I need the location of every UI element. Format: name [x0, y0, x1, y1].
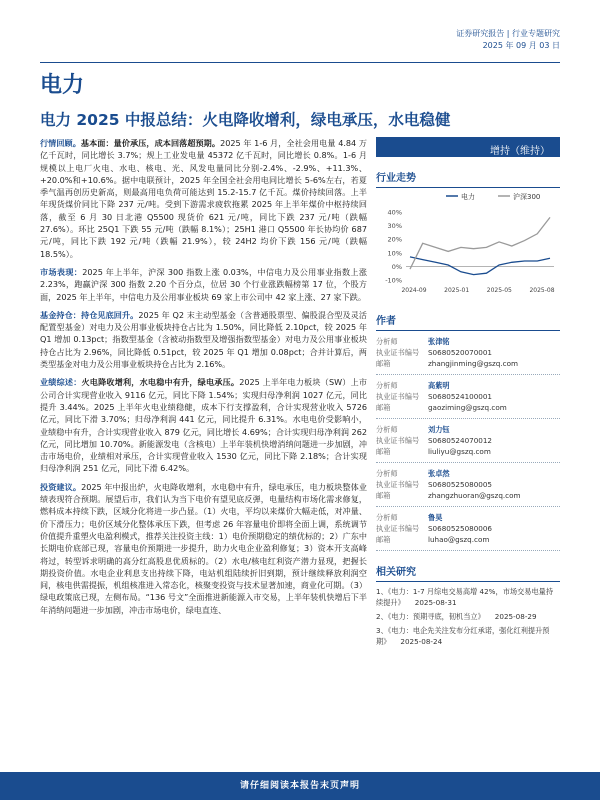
cert-number: S0680524070012 [428, 436, 493, 445]
related-title[interactable]: 2、《电力：预期寻底，韧机当立》 [376, 612, 485, 621]
report-type: 证券研究报告 | 行业专题研究 [456, 29, 560, 38]
authors-section-title: 作者 [376, 312, 560, 331]
para-lead: 业绩综述： [40, 377, 82, 388]
paragraph-market-performance [40, 266, 367, 303]
analyst-name: 张卓然 [428, 469, 450, 478]
cert-number: S0680525080005 [428, 480, 493, 489]
related-date: 2025-08-31 [414, 598, 457, 607]
x-tick-label: 2024-09 [401, 287, 427, 294]
analyst-card [376, 375, 560, 419]
related-item[interactable] [376, 611, 560, 622]
related-title[interactable]: 3、《电力：电企先关注发布分红承诺，强化红利提升预期》 [376, 626, 550, 646]
cert-label: 执业证书编号 [376, 480, 420, 489]
analyst-card [376, 419, 560, 463]
para-lead: 投资建议。 [40, 481, 82, 492]
y-tick-label: -10% [385, 276, 402, 285]
email-label: 邮箱 [376, 491, 391, 500]
para-emphasis: 基本面：量价承压，成本回落超预期。 [80, 138, 221, 148]
cert-label: 执业证书编号 [376, 524, 420, 533]
para-lead: 基金持仓：持仓见底回升。 [40, 309, 139, 320]
trend-chart [376, 188, 560, 296]
y-tick-label: 40% [387, 208, 402, 217]
y-tick-label: 30% [387, 222, 402, 231]
para-body: 2025 年 1-6 月，全社会用电量 4.84 万亿千瓦时，同比增长 3.7%；规上工业发电量 45372 亿千瓦时，同比增长 0.8%。1-6 月规模以上电厂火电、水电、核电、光、风发电量同比分别-2.4%、-2.9%、+11.3%、+20.0%和+10.6%。据中电联预计，2025 年全国全社会用电同比增长 5-6%左右，若夏季气温再创历史新高，则最高用电负荷可能达到 15.2-15.7 亿千瓦。煤价持续回落。上半年现货煤价同比下降 237 元/吨。受到下游需求疲软拖累 2025 年上半年煤价中枢持续回落，截至 6 月 30 日北港 Q5500 现货价 621 元/吨，同比下跌 237 元/吨（跌幅 27.6%）。环比 25Q1 下跌 55 元/吨（跌幅 8.1%）；25H1 港口 Q5500 年长协均价 687 元/吨，同比下跌 192 元/吨（跌幅 21.9%），较 24H2 均价下跌 156 元/吨（跌幅 18.5%）。 [40, 138, 367, 259]
related-date: 2025-08-29 [494, 612, 537, 621]
analyst-email[interactable]: liuliyu@gszq.com [428, 447, 491, 456]
legend-label: 沪深300 [513, 193, 541, 201]
analyst-name: 刘力钰 [428, 425, 450, 434]
analyst-role: 分析师 [376, 381, 398, 390]
analyst-role: 分析师 [376, 425, 398, 434]
analyst-email[interactable]: gaoziming@gszq.com [428, 403, 507, 412]
report-date: 2025 年 09 月 03 日 [482, 41, 560, 50]
analyst-name: 高紫明 [428, 381, 450, 390]
paragraph-fund-holdings [40, 309, 367, 370]
trend-section-title: 行业走势 [376, 169, 560, 188]
series-line [410, 257, 550, 275]
related-date: 2025-08-24 [400, 637, 443, 646]
report-title: 电力 2025 中报总结：火电降收增利，绿电承压，水电稳健 [40, 111, 451, 129]
cert-number: S0680525080006 [428, 524, 493, 533]
related-list [376, 586, 560, 647]
para-body: 2025 年上半年，沪深 300 指数上涨 0.03%，中信电力及公用事业指数上涨 2.23%，跑赢沪深 300 指数 2.20 个百分点，位居 30 个行业涨跌幅榜第 17 位，个股方面，2025 年上半年，中信电力及公用事业板块 69 家上市公司中 42 家上涨、27 家下跌。 [40, 266, 367, 302]
email-label: 邮箱 [376, 535, 391, 544]
cert-number: S0680520070001 [428, 348, 493, 357]
analyst-card [376, 507, 560, 551]
y-tick-label: 0% [391, 262, 402, 271]
analyst-email[interactable]: luhao@gszq.com [428, 535, 490, 544]
x-tick-label: 2025-08 [529, 287, 555, 294]
para-body: 2025 年 Q2 末主动型基金（含普通股票型、偏股混合型及灵活配置型基金）对电力及公用事业板块持仓占比为 1.50%，同比降低 2.10pct，较 2025 年 Q1 增加 0.13pct；指数型基金（含被动指数型及增强指数型基金）对电力及公用事业板块持仓占比为 2.96%，同比降低 0.51pct，较 2025 年 Q1 增加 0.08pct；合并计算后，两类型基金对电力及公用事业板块持仓占比为 2.16%。 [40, 309, 367, 370]
header-divider [40, 62, 560, 63]
related-section-title: 相关研究 [376, 563, 560, 582]
y-tick-label: 10% [387, 249, 402, 258]
related-item[interactable] [376, 586, 560, 608]
legend-label: 电力 [461, 193, 475, 201]
cert-number: S0680524100001 [428, 392, 493, 401]
analyst-role: 分析师 [376, 469, 398, 478]
analyst-card [376, 331, 560, 375]
para-body: 2025 上半年电力板块（SW）上市公司合计实现营业收入 9116 亿元，同比下降 1.54%；实现归母净利润 1027 亿元，同比提升 3.44%。2025 上半年火电业绩稳健，成本下行支撑盈利，合计实现营业收入 5726 亿元，同比下滑 3.70%；归母净利润 441 亿元，同比提升 6.31%。水电电价受影响小，业绩稳中有升，合计实现营业收入 879 亿元，同比增长 4.69%；合计实现归母净利润 262 亿元，同比增加 10.70%。新能源发电（含核电）上半年装机快增消纳问题进一步加剧，冲击市场电价，业绩相对承压，合计实现营业收入 1530 亿元，同比下降 2.18%；合计实现归母净利润 251 亿元，同比下滑 6.42%。 [40, 377, 367, 474]
para-lead: 市场表现： [40, 266, 83, 277]
analyst-card [376, 463, 560, 507]
report-header [456, 28, 560, 52]
rating-badge: 增持（维持） [376, 137, 560, 157]
analyst-role: 分析师 [376, 337, 398, 346]
analyst-name: 张津铭 [428, 337, 450, 346]
analyst-email[interactable]: zhangjinming@gszq.com [428, 359, 518, 368]
x-tick-label: 2025-01 [444, 287, 470, 294]
cert-label: 执业证书编号 [376, 348, 420, 357]
para-body: 2025 年中报出炉，火电降收增利，水电稳中有升，绿电承压，电力板块整体业绩表现符合预期。展望后市，我们认为当下电价有望见底反弹，电量结构市场化需求修复，燃料成本持续下跌，区域分化将进一步凸显。（1）火电，平均以来煤价大幅走低，对冲量、价下滑压力；电价区域分化整体承压下跌，但考虑 26 年容量电价即将全面上调，系统调节价值提升重塑火电盈利模式，推荐关注投资主线：1）电价预期稳定的绩优标的；2）广东中长期电价底部已现，容量电价预期进一步提升，助力火电企业盈利修复；3）资本开支高峰将过，转型诉求明确的高分红高股息优质标的。（2）水电/核电红利资产潜力显现，把握长期投资价值。水电企业利息支出持续下降，电站机组陆续折旧到期，预计继续释放利润空间，核电供需提振，机组核准进入常态化，核聚变投资与技术显著加速，商业化可期。（3）绿电政策底已现，左侧布局。“136 号文”全面推进新能源入市交易，上半年装机快增后下半年消纳问题进一步加剧，冲击市场电价，绿电直连、 [40, 481, 367, 615]
cert-label: 执业证书编号 [376, 436, 420, 445]
cert-label: 执业证书编号 [376, 392, 420, 401]
sector-title: 电力 [40, 73, 85, 98]
email-label: 邮箱 [376, 359, 391, 368]
paragraph-earnings-summary [40, 376, 367, 474]
paragraph-market-review [40, 137, 367, 260]
email-label: 邮箱 [376, 403, 391, 412]
analyst-role: 分析师 [376, 513, 398, 522]
paragraph-investment-advice [40, 481, 367, 616]
email-label: 邮箱 [376, 447, 391, 456]
para-lead: 行情回顾。 [40, 138, 81, 148]
x-tick-label: 2025-05 [486, 287, 512, 294]
footer-disclaimer: 请仔细阅读本报告末页声明 [0, 772, 600, 800]
para-emphasis: 火电降收增利，水电稳中有升，绿电承压。 [81, 377, 240, 388]
analyst-list [376, 331, 560, 551]
sidebar [376, 137, 560, 650]
analyst-name: 鲁昊 [428, 513, 443, 522]
related-title[interactable]: 1、《电力：1-7 月综电交易高增 42%，市场交易电量持续提升》 [376, 587, 554, 607]
related-item[interactable] [376, 625, 560, 647]
y-tick-label: 20% [387, 235, 402, 244]
main-text [40, 137, 367, 622]
analyst-email[interactable]: zhangzhuoran@gszq.com [428, 491, 521, 500]
